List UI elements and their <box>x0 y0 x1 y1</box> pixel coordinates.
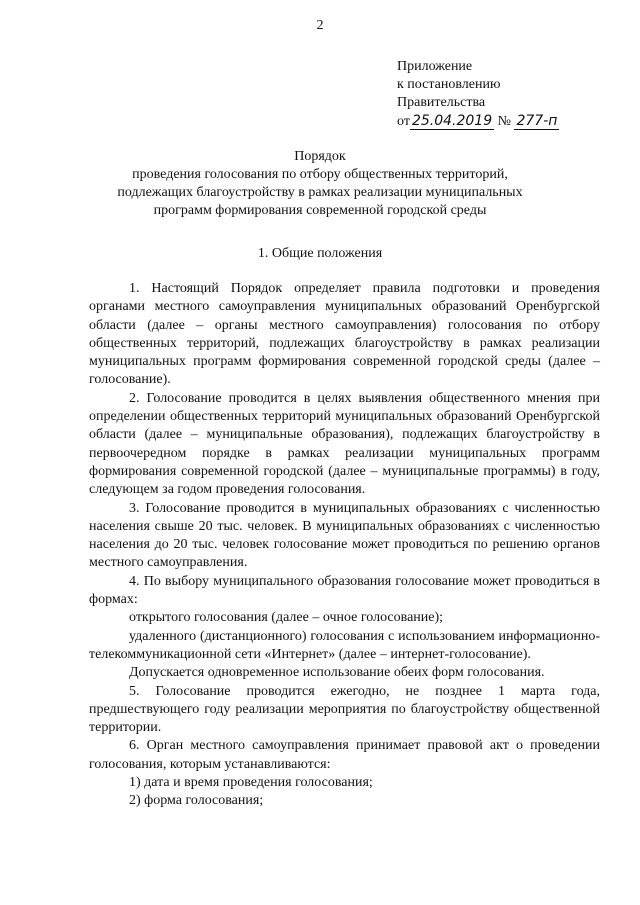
title-line-1: Порядок <box>294 149 346 164</box>
paragraph-5: 5. Голосование проводится ежегодно, не позднее 1 марта года, предшествующего году реализации мероприятия по благоустройству общественной территории. <box>89 683 600 736</box>
paragraph-4-remote-voting: удаленного (дистанционного) голосования с использованием информационно-телекоммуникационной сети «Интернет» (далее – интернет-голосование). <box>89 628 600 662</box>
paragraph-3: 3. Голосование проводится в муниципальных образованиях с численностью населения свыше 20 тыс. человек. В муниципальных образованиях с численностью населения до 20 тыс. человек голосование может проводиться по решению органов местного самоуправления. <box>89 500 600 571</box>
paragraph-6-item-1: 1) дата и время проведения голосования; <box>129 775 373 791</box>
body-text <box>89 280 600 811</box>
paragraph-1: 1. Настоящий Порядок определяет правила подготовки и проведения органами местного самоуправления муниципальных образований Оренбургской области (далее – органы местного самоуправления) голосования по отбору общественных территорий, подлежащих благоустройству в рамках реализации муниципальных программ формирования современной городской среды (далее – голосование). <box>89 281 600 388</box>
paragraph-4-both-forms: Допускается одновременное использование обеих форм голосования. <box>129 665 545 681</box>
title-line-2: проведения голосования по отбору общественных территорий, <box>132 167 508 182</box>
appendix-date-line <box>397 112 559 131</box>
page-number: 2 <box>316 18 324 33</box>
title-line-3: подлежащих благоустройству в рамках реализации муниципальных <box>117 185 523 200</box>
document-title <box>0 148 640 220</box>
appendix-government: Правительства <box>397 95 486 110</box>
paragraph-2: 2. Голосование проводится в целях выявления общественного мнения при определении общественных территорий муниципальных образований Оренбургской области (далее – муниципальные образования), подлежащих благоустройству в первоочередном порядке в рамках реализации муниципальных программ формирования современной городской (далее – муниципальные программы) в году, следующем за годом проведения голосования. <box>89 390 600 498</box>
section-heading: 1. Общие положения <box>257 246 383 261</box>
handwritten-number: 277-п <box>516 113 558 129</box>
number-prefix: № <box>497 114 511 129</box>
handwritten-date: 25.04.2019 <box>411 113 493 129</box>
appendix-label: Приложение <box>397 59 473 74</box>
appendix-block <box>397 58 559 131</box>
date-prefix: от <box>397 114 410 129</box>
paragraph-4-open-voting: открытого голосования (далее – очное голосование); <box>129 610 444 626</box>
paragraph-6-item-2: 2) форма голосования; <box>129 793 264 809</box>
paragraph-4: 4. По выбору муниципального образования голосование может проводиться в формах: <box>89 573 600 608</box>
paragraph-6: 6. Орган местного самоуправления принимает правовой акт о проведении голосования, которым устанавливаются: <box>89 738 600 772</box>
appendix-resolution: к постановлению <box>397 77 501 92</box>
title-line-4: программ формирования современной городской среды <box>153 203 487 218</box>
